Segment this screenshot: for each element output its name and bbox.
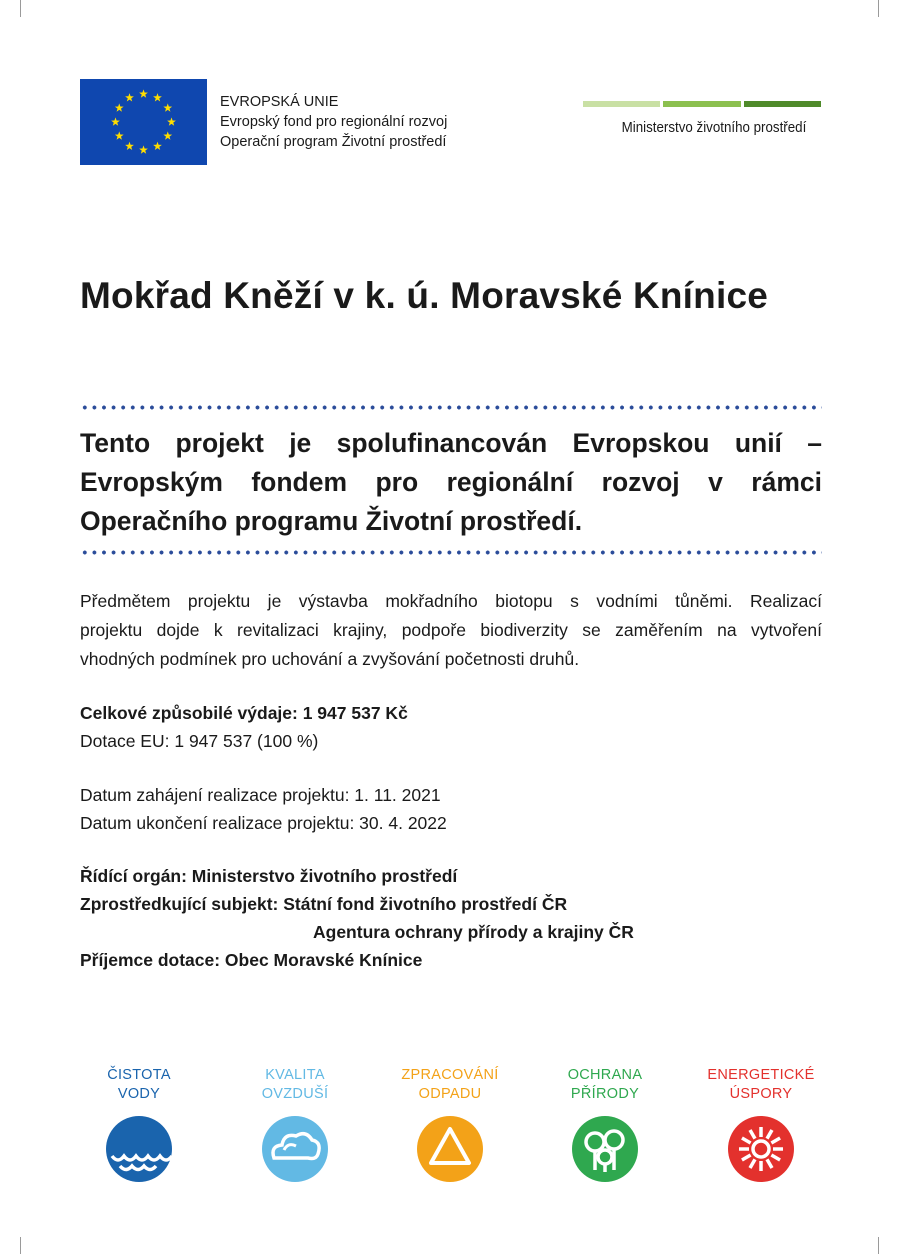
crop-mark: [878, 1237, 879, 1254]
dotted-divider-bottom: [80, 550, 822, 555]
priority-label-line: VODY: [117, 1086, 161, 1102]
priority-label: [691, 1066, 831, 1106]
end-date: Datum ukončení realizace projektu: 30. 4. 2022: [80, 813, 447, 833]
priority-label-line: KVALITA: [265, 1067, 325, 1083]
project-title: Mokřad Kněží v k. ú. Moravské Knínice: [80, 275, 768, 316]
priority-label: [69, 1066, 209, 1106]
eu-star: [125, 93, 134, 101]
priority-axes-icons: [0, 1066, 900, 1186]
recipient: Příjemce dotace: Obec Moravské Knínice: [80, 950, 423, 970]
cofinancing-line: Evropským fondem pro regionální rozvoj v rámci: [80, 467, 822, 497]
trees-icon: [572, 1116, 638, 1182]
cofinancing-statement: [80, 424, 822, 541]
description-line: projektu dojde k revitalizaci krajiny, podpoře biodiverzity se zaměřením na vytvoření: [80, 620, 822, 640]
priority-label: [535, 1066, 675, 1106]
cofinancing-line: Tento projekt je spolufinancován Evropskou unií –: [80, 428, 822, 458]
crop-mark: [20, 1237, 21, 1254]
project-description: [80, 587, 822, 674]
start-date: Datum zahájení realizace projektu: 1. 11. 2021: [80, 785, 441, 805]
eu-star: [153, 93, 162, 101]
eu-star: [125, 142, 134, 150]
eu-star: [139, 145, 148, 153]
priority-label-line: PŘÍRODY: [570, 1086, 640, 1102]
eu-star: [163, 103, 172, 111]
priority-nature: [535, 1066, 675, 1182]
priority-label-line: ZPRACOVÁNÍ: [401, 1067, 499, 1083]
priority-air: [225, 1066, 365, 1182]
cloud-icon: [262, 1116, 328, 1182]
eu-line-union: EVROPSKÁ UNIE: [220, 94, 339, 110]
priority-label: [225, 1066, 365, 1106]
priority-label-line: ČISTOTA: [107, 1067, 171, 1083]
eu-subsidy: Dotace EU: 1 947 537 (100 %): [80, 731, 319, 751]
eu-line-programme: Operační program Životní prostředí: [220, 134, 447, 150]
priority-label-line: OVZDUŠÍ: [261, 1086, 329, 1102]
priority-energy: [691, 1066, 831, 1182]
cofinancing-line: Operačního programu Životní prostředí.: [80, 506, 583, 536]
costs-block: [80, 699, 408, 755]
intermediate-body-2: Agentura ochrany přírody a krajiny ČR: [313, 922, 634, 942]
crop-mark: [20, 0, 21, 17]
ministry-bar-light: [583, 101, 660, 107]
ministry-color-bars: [583, 101, 821, 107]
intermediate-body: Zprostředkující subjekt: Státní fond životního prostředí ČR: [80, 894, 568, 914]
eu-star: [163, 131, 172, 139]
eu-stars-icon: [80, 79, 207, 165]
crop-mark: [878, 0, 879, 17]
ministry-bar-dark: [744, 101, 821, 107]
eu-line-fund: Evropský fond pro regionální rozvoj: [220, 114, 448, 130]
eu-fund-text: [220, 92, 447, 152]
total-costs: Celkové způsobilé výdaje: 1 947 537 Kč: [80, 703, 408, 723]
bodies-block: [80, 862, 634, 974]
priority-label: [380, 1066, 520, 1106]
eu-star: [153, 142, 162, 150]
description-line: vhodných podmínek pro uchování a zvyšování početnosti druhů.: [80, 649, 580, 669]
dates-block: [80, 781, 447, 837]
description-line: Předmětem projektu je výstavba mokřadního biotopu s vodními tůněmi. Realizací: [80, 591, 822, 611]
eu-star: [111, 117, 120, 125]
priority-label-line: ODPADU: [418, 1086, 482, 1102]
water-icon: [106, 1116, 172, 1182]
eu-star: [115, 103, 124, 111]
sun-icon: [728, 1116, 794, 1182]
priority-label-line: ENERGETICKÉ: [707, 1067, 815, 1083]
ministry-logo: [583, 101, 821, 136]
priority-waste: [380, 1066, 520, 1182]
eu-flag-logo: [80, 79, 207, 165]
priority-water: [69, 1066, 209, 1182]
priority-label-line: OCHRANA: [567, 1067, 643, 1083]
ministry-bar-mid: [663, 101, 740, 107]
priority-label-line: ÚSPORY: [729, 1086, 793, 1102]
eu-star: [167, 117, 176, 125]
recycle-triangle-icon: [417, 1116, 483, 1182]
ministry-name: Ministerstvo životního prostředí: [621, 120, 807, 136]
eu-star: [115, 131, 124, 139]
eu-star: [139, 89, 148, 97]
managing-body: Řídící orgán: Ministerstvo životního prostředí: [80, 866, 458, 886]
dotted-divider-top: [80, 405, 822, 410]
